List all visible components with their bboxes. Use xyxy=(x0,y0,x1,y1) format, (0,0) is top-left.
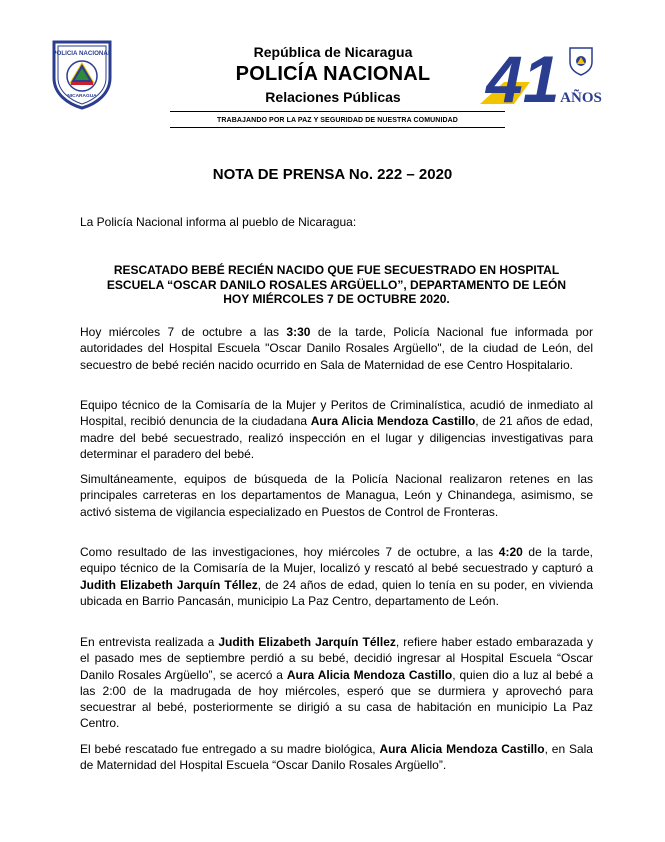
headline-line-1: RESCATADO BEBÉ RECIÉN NACIDO QUE FUE SECUESTRADO EN HOSPITAL xyxy=(113,263,560,277)
paragraph-6: El bebé rescatado fue entregado a su madre biológica, Aura Alicia Mendoza Castillo, en Sala de Maternidad del Hospital Escuela “Oscar Danilo Rosales Argüello”. xyxy=(80,742,593,773)
anniversary-number: 41 xyxy=(486,42,560,108)
intro-line: La Policía Nacional informa al pueblo de Nicaragua: xyxy=(80,215,357,229)
policia-heading: POLICÍA NACIONAL xyxy=(235,63,431,85)
badge-text: POLICIA NACIONAL xyxy=(52,50,112,57)
headline-line-2: ESCUELA “OSCAR DANILO ROSALES ARGÜELLO”, DEPARTAMENTO DE LEÓN xyxy=(106,277,567,292)
republica-heading: República de Nicaragua xyxy=(253,44,413,60)
paragraph-3: Simultáneamente, equipos de búsqueda de la Policía Nacional realizaron retenes en las principales carreteras en los departamentos de Managua, León y Chinandega, asimismo, se activó sistema de vigilancia especializado en Puestos de Control de Fronteras. xyxy=(80,472,593,519)
slogan: TRABAJANDO POR LA PAZ Y SEGURIDAD DE NUESTRA COMUNIDAD xyxy=(217,117,458,124)
paragraph-1: Hoy miércoles 7 de octubre a las 3:30 de la tarde, Policía Nacional fue informada por autoridades del Hospital Escuela "Oscar Danilo Rosales Argüello", de la ciudad de León, del secuestro de bebé recién nacido ocurrido en Sala de Maternidad de ese Centro Hospitalario. xyxy=(80,325,593,372)
anniversary-41-logo xyxy=(480,42,620,108)
badge-bottom-text: NICARAGUA xyxy=(67,94,97,99)
anniversary-word: AÑOS xyxy=(560,90,602,106)
letterhead xyxy=(0,0,665,135)
letterhead-title-block xyxy=(165,44,501,105)
paragraph-5: En entrevista realizada a Judith Elizabeth Jarquín Téllez, refiere haber estado embarazada y el pasado mes de septiembre perdió a su bebé, decidió ingresar al Hospital Escuela “Oscar Danilo Rosales Argüello”, se acercó a Aura Alicia Mendoza Castillo, quien dio a luz al bebé a las 2:00 de la madrugada de hoy miércoles, esperó que se durmiera y aprovechó para secuestrar al bebé, posteriormente se dirigió a su casa de habitación en municipio La Paz Centro. xyxy=(80,635,594,731)
police-badge-logo xyxy=(50,38,114,110)
header-rule-bottom xyxy=(170,127,505,128)
paragraph-2: Equipo técnico de la Comisaría de la Mujer y Peritos de Criminalística, acudió de inmediato al Hospital, recibió denuncia de la ciudadana Aura Alicia Mendoza Castillo, de 21 años de edad, madre del bebé secuestrado, realizó inspección en el lugar y diligencias investigativas para determinar el paradero del bebé. xyxy=(80,398,593,461)
relaciones-heading: Relaciones Públicas xyxy=(265,89,401,105)
news-headline xyxy=(80,263,593,307)
press-release-title: NOTA DE PRENSA No. 222 – 2020 xyxy=(212,166,453,183)
paragraph-4: Como resultado de las investigaciones, hoy miércoles 7 de octubre, a las 4:20 de la tarde, equipo técnico de la Comisaría de la Mujer, localizó y rescató al bebé secuestrado y capturó a Judith Elizabeth Jarquín Téllez, de 24 años de edad, quien lo tenía en su poder, en vivienda ubicada en Barrio Pancasán, municipio La Paz Centro, departamento de León. xyxy=(80,545,594,608)
header-rule-top xyxy=(170,111,505,112)
headline-line-3: HOY MIÉRCOLES 7 DE OCTUBRE 2020. xyxy=(223,292,450,306)
